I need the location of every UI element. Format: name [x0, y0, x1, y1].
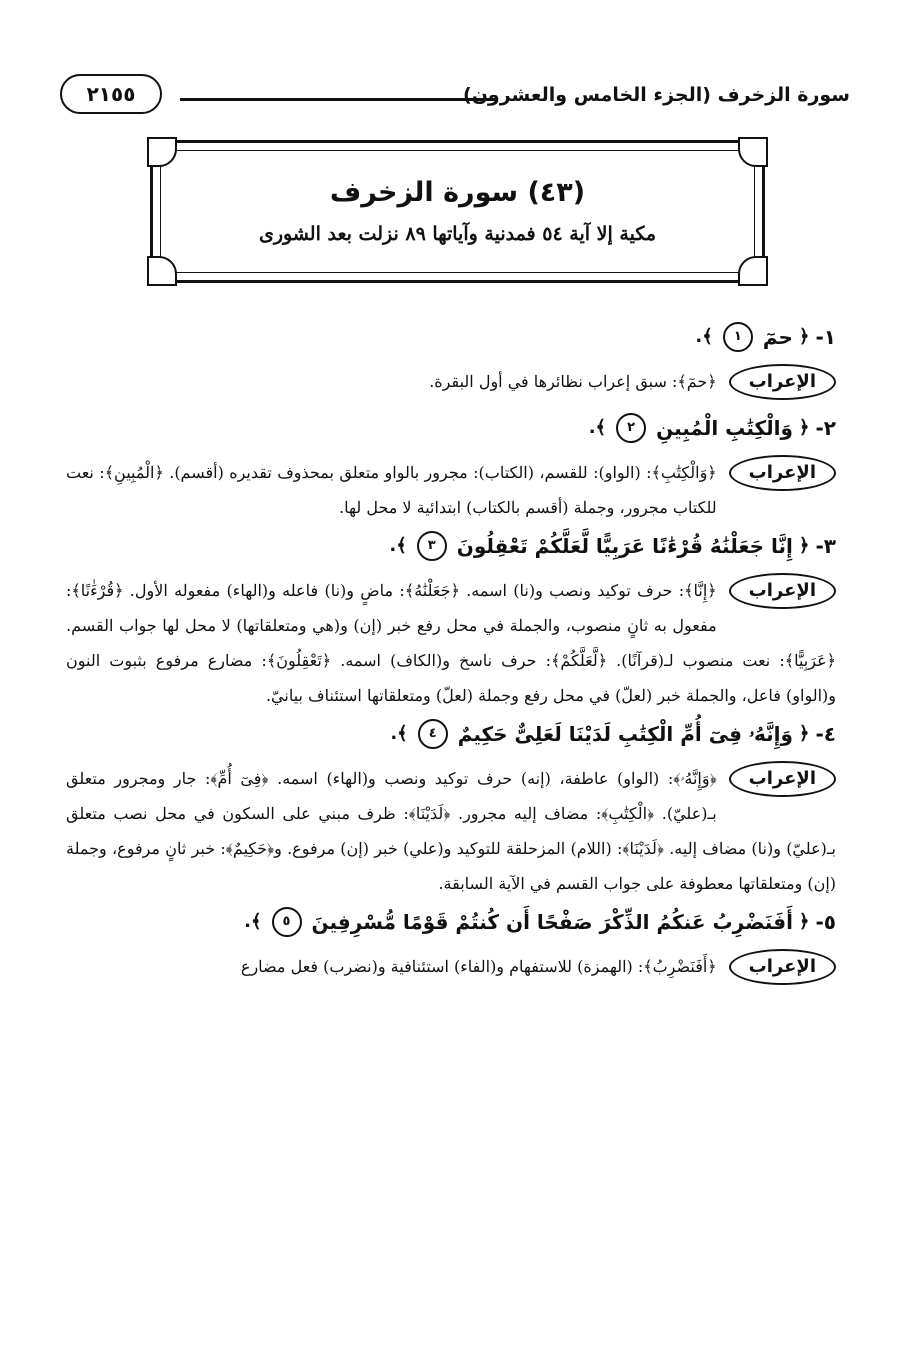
- surah-title-frame: [150, 140, 765, 283]
- verse-text: إِنَّا جَعَلْنَٰهُ قُرْءَٰنًا عَرَبِيًّا لَّعَلَّكُمْ تَعْقِلُونَ: [456, 534, 793, 558]
- verse-number: ٢-: [815, 416, 836, 440]
- ayah-number-icon: ١: [723, 322, 753, 352]
- irab-text: ﴿أَفَنَضْرِبُ﴾: (الهمزة) للاستفهام و(الفاء) استئنافية و(نضرب) فعل مضارع: [240, 957, 717, 976]
- irab-label: الإعراب: [729, 761, 836, 797]
- running-title: سورة الزخرف (الجزء الخامس والعشرون): [463, 84, 850, 106]
- bracket-close-icon: ﴾.: [588, 417, 607, 438]
- irab-label: الإعراب: [729, 573, 836, 609]
- verse-block: [66, 322, 836, 399]
- verse-number: ٥-: [815, 910, 836, 934]
- irab-text: ﴿حمٓ﴾: سبق إعراب نظائرها في أول البقرة.: [429, 372, 717, 391]
- ayah-number-icon: ٥: [272, 907, 302, 937]
- page-content: [66, 322, 836, 985]
- verse-line: [66, 531, 836, 561]
- ayah-number-icon: ٣: [417, 531, 447, 561]
- irab-paragraph: [66, 761, 836, 901]
- verse-block: [66, 531, 836, 713]
- header-rule: [180, 98, 498, 101]
- running-header: [60, 72, 850, 120]
- irab-paragraph: [66, 455, 836, 525]
- bracket-open-icon: ﴿: [798, 911, 810, 932]
- verse-block: [66, 413, 836, 525]
- bracket-open-icon: ﴿: [798, 417, 810, 438]
- frame-corner-ornament: [738, 137, 768, 167]
- verse-block: [66, 907, 836, 984]
- verse-text: وَإِنَّهُۥ فِىٓ أُمِّ الْكِتَٰبِ لَدَيْنَا لَعَلِىٌّ حَكِيمٌ: [457, 722, 793, 746]
- verse-text: حمٓ: [762, 325, 793, 349]
- page-number: ٢١٥٥: [60, 74, 162, 114]
- bracket-close-icon: ﴾.: [389, 535, 407, 556]
- ayah-number-icon: ٢: [616, 413, 646, 443]
- bracket-close-icon: ﴾.: [244, 911, 262, 932]
- irab-text: ﴿وَإِنَّهُۥ﴾: (الواو) عاطفة، (إنه) حرف توكيد ونصب و(الهاء) اسمه. ﴿فِىٓ أُمِّ﴾: جار ومجرور متعلق بـ(عليّ). ﴿الْكِتَٰبِ﴾: مضاف إليه مجرور. ﴿لَدَيْنَا﴾: ظرف مبني على السكون في محل نصب متعلق بـ(عليّ) و(نا) مضاف إليه. ﴿لَدَيْنَا﴾: (اللام) المزحلقة للتوكيد و(علي) خبر (إن) مرفوع. و﴿حَكِيمٌ﴾: خبر ثانٍ مرفوع، وجملة (إن) ومتعلقاتها معطوفة على جواب القسم في الآية السابقة.: [66, 769, 836, 893]
- irab-paragraph: [66, 364, 836, 399]
- surah-title: (٤٣) سورة الزخرف: [329, 177, 586, 208]
- irab-paragraph: [66, 573, 836, 713]
- verse-number: ٤-: [815, 722, 836, 746]
- bracket-close-icon: ﴾.: [390, 723, 408, 744]
- verse-text: وَالْكِتَٰبِ الْمُبِينِ: [656, 416, 793, 440]
- verse-text: أَفَنَضْرِبُ عَنكُمُ الذِّكْرَ صَفْحًا أَن كُنتُمْ قَوْمًا مُّسْرِفِينَ: [311, 910, 793, 934]
- irab-label: الإعراب: [729, 364, 836, 400]
- irab-text: ﴿وَالْكِتَٰبِ﴾: (الواو): للقسم، (الكتاب): مجرور بالواو متعلق بمحذوف تقديره (أقسم). ﴿الْمُبِينِ﴾: نعت للكتاب مجرور، وجملة (أقسم بالكتاب) ابتدائية لا محل لها.: [66, 463, 717, 517]
- verse-line: [66, 907, 836, 937]
- frame-corner-ornament: [738, 256, 768, 286]
- verse-line: [66, 719, 836, 749]
- irab-label: الإعراب: [729, 949, 836, 985]
- surah-subtitle: مكية إلا آية ٥٤ فمدنية وآياتها ٨٩ نزلت بعد الشورى: [259, 223, 656, 245]
- verse-number: ٣-: [815, 534, 836, 558]
- irab-label: الإعراب: [729, 455, 836, 491]
- bracket-open-icon: ﴿: [798, 723, 810, 744]
- verse-line: [66, 413, 836, 443]
- frame-corner-ornament: [147, 256, 177, 286]
- bracket-open-icon: ﴿: [798, 326, 810, 347]
- frame-corner-ornament: [147, 137, 177, 167]
- bracket-open-icon: ﴿: [798, 535, 810, 556]
- ayah-number-icon: ٤: [418, 719, 448, 749]
- irab-text: ﴿إِنَّا﴾: حرف توكيد ونصب و(نا) اسمه. ﴿جَعَلْنَٰهُ﴾: ماضٍ و(نا) فاعله و(الهاء) مفعوله الأول. ﴿قُرْءَٰنًا﴾: مفعول به ثانٍ منصوب، والجملة في محل رفع خبر (إن) و(هي ومتعلقاتها) لا محل لها جواب القسم. ﴿عَرَبِيًّا﴾: نعت منصوب لـ(قرآنًا). ﴿لَّعَلَّكُمْ﴾: حرف ناسخ و(الكاف) اسمه. ﴿تَعْقِلُونَ﴾: مضارع مرفوع بثبوت النون و(الواو) فاعل، والجملة خبر (لعلّ) في محل رفع وجملة (لعلّ) ومتعلقاتها استئناف بيانيّ.: [66, 581, 836, 705]
- verse-number: ١-: [815, 325, 836, 349]
- verse-block: [66, 719, 836, 901]
- irab-paragraph: [66, 949, 836, 984]
- bracket-close-icon: ﴾.: [695, 326, 713, 347]
- verse-line: [66, 322, 836, 352]
